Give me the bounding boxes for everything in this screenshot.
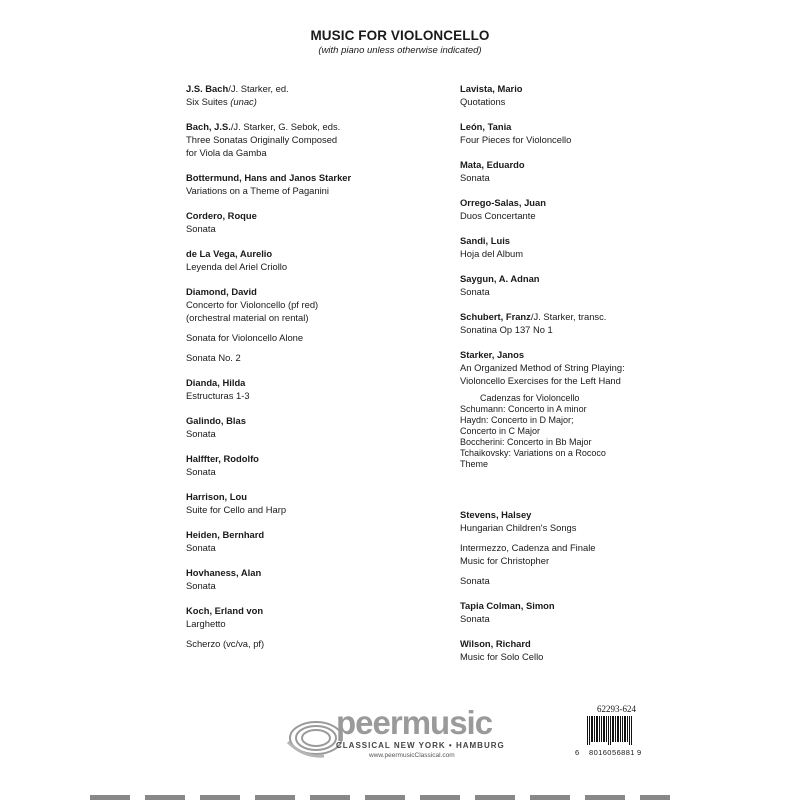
cadenza-item: Theme bbox=[460, 459, 489, 469]
catalog-entry bbox=[186, 604, 436, 650]
catalog-entry bbox=[186, 376, 436, 402]
composer-label: J.S. Bach bbox=[186, 83, 229, 94]
cadenza-item: Boccherini: Concerto in Bb Major bbox=[460, 437, 592, 447]
composer-name: Galindo, Blas bbox=[186, 415, 246, 426]
composer-name: Harrison, Lou bbox=[186, 491, 247, 502]
catalog-entry bbox=[460, 599, 720, 625]
work-title: Sonata bbox=[460, 613, 490, 624]
work-title: Hoja del Album bbox=[460, 248, 524, 259]
logo-subline: CLASSICAL NEW YORK • HAMBURG bbox=[336, 741, 505, 750]
barcode-digit-first: 6 bbox=[575, 748, 580, 757]
work-title: Music for Christopher bbox=[460, 555, 550, 566]
composer-name: Mata, Eduardo bbox=[460, 159, 525, 170]
work-title: (orchestral material on rental) bbox=[186, 312, 309, 323]
catalog-entry bbox=[460, 348, 720, 470]
composer-name: Koch, Erland von bbox=[186, 605, 264, 616]
work-title: Leyenda del Ariel Criollo bbox=[186, 261, 288, 272]
peermusic-disc-logo-icon bbox=[284, 714, 342, 766]
peermusic-logo: peermusic bbox=[336, 704, 493, 741]
catalog-entry bbox=[186, 285, 436, 364]
publisher-url: www.peermusicClassical.com bbox=[369, 752, 455, 759]
catalog-entry bbox=[186, 490, 436, 516]
catalog-entry bbox=[186, 171, 436, 197]
page-subtitle: (with piano unless otherwise indicated) bbox=[318, 45, 482, 56]
work-title: Sonata bbox=[460, 286, 490, 297]
catalog-entry bbox=[460, 158, 720, 184]
catalog-entry bbox=[460, 310, 720, 336]
composer-name bbox=[186, 120, 436, 133]
editor-label: /J. Starker, G. Sebok, eds. bbox=[230, 121, 341, 132]
cadenza-item: Tchaikovsky: Variations on a Rococo bbox=[460, 448, 606, 458]
catalog-entry bbox=[186, 247, 436, 273]
composer-name: Saygun, A. Adnan bbox=[460, 273, 540, 284]
work-title: Estructuras 1-3 bbox=[186, 390, 250, 401]
barcode-icon bbox=[587, 716, 633, 745]
composer-label: Bach, J.S. bbox=[186, 121, 231, 132]
composer-name: Tapia Colman, Simon bbox=[460, 600, 555, 611]
work-title: Four Pieces for Violoncello bbox=[460, 134, 572, 145]
work-title: Sonatina Op 137 No 1 bbox=[460, 324, 553, 335]
work-label: Six Suites bbox=[186, 96, 231, 107]
work-title: Variations on a Theme of Paganini bbox=[186, 185, 329, 196]
composer-name: Stevens, Halsey bbox=[460, 509, 532, 520]
composer-name bbox=[460, 310, 720, 323]
catalog-entry bbox=[186, 82, 436, 108]
catalog-entry bbox=[460, 196, 720, 222]
catalog-entry bbox=[186, 414, 436, 440]
catalog-entry bbox=[460, 120, 720, 146]
catalog-entry bbox=[460, 508, 720, 587]
composer-name: León, Tania bbox=[460, 121, 512, 132]
work-note: (unac) bbox=[230, 96, 257, 107]
catalog-entry bbox=[186, 452, 436, 478]
catalog-entry bbox=[460, 234, 720, 260]
editor-label: /J. Starker, transc. bbox=[530, 311, 607, 322]
work-title: for Viola da Gamba bbox=[186, 147, 267, 158]
catalog-entry bbox=[460, 272, 720, 298]
work-title: An Organized Method of String Playing: bbox=[460, 362, 625, 373]
work-title: Music for Solo Cello bbox=[460, 651, 544, 662]
work-title: Larghetto bbox=[186, 618, 226, 629]
composer-name bbox=[186, 82, 436, 95]
left-column bbox=[186, 82, 436, 662]
work-title bbox=[186, 95, 436, 108]
work-title: Violoncello Exercises for the Left Hand bbox=[460, 375, 621, 386]
work-title: Three Sonatas Originally Composed bbox=[186, 134, 338, 145]
composer-name: Hovhaness, Alan bbox=[186, 567, 262, 578]
work-title: Sonata bbox=[186, 428, 216, 439]
composer-name: Starker, Janos bbox=[460, 349, 525, 360]
catalog-entry bbox=[186, 120, 436, 159]
composer-name: de La Vega, Aurelio bbox=[186, 248, 273, 259]
work-title: Duos Concertante bbox=[460, 210, 536, 221]
catalog-entry bbox=[186, 566, 436, 592]
cadenza-item: Haydn: Concerto in D Major; bbox=[460, 415, 574, 425]
composer-name: Lavista, Mario bbox=[460, 83, 523, 94]
composer-name: Heiden, Bernhard bbox=[186, 529, 265, 540]
barcode-digit-group: 80160 bbox=[589, 748, 612, 757]
catalog-entry bbox=[186, 528, 436, 554]
composer-name: Bottermund, Hans and Janos Starker bbox=[186, 172, 352, 183]
catalog-entry bbox=[460, 82, 720, 108]
composer-name: Wilson, Richard bbox=[460, 638, 531, 649]
work-title: Sonata bbox=[460, 172, 490, 183]
barcode-digit-last: 9 bbox=[637, 748, 642, 757]
composer-name: Halffter, Rodolfo bbox=[186, 453, 259, 464]
work-title: Sonata No. 2 bbox=[186, 352, 241, 363]
work-title: Sonata bbox=[186, 580, 216, 591]
work-title: Suite for Cello and Harp bbox=[186, 504, 287, 515]
catalog-entry bbox=[460, 637, 720, 663]
cadenza-heading: Cadenzas for Violoncello bbox=[480, 393, 580, 403]
work-title: Sonata for Violoncello Alone bbox=[186, 332, 304, 343]
work-title: Sonata bbox=[186, 223, 216, 234]
cadenza-list bbox=[460, 393, 720, 470]
cadenza-item: Concerto in C Major bbox=[460, 426, 541, 436]
catalog-entry bbox=[186, 209, 436, 235]
barcode-digit-group: 56881 bbox=[612, 748, 635, 757]
editor-label: /J. Starker, ed. bbox=[228, 83, 289, 94]
work-title: Sonata bbox=[186, 466, 216, 477]
cadenza-item: Schumann: Concerto in A minor bbox=[460, 404, 587, 414]
composer-name: Diamond, David bbox=[186, 286, 257, 297]
composer-name: Sandi, Luis bbox=[460, 235, 511, 246]
catalog-number: 62293-624 bbox=[597, 704, 636, 714]
right-column bbox=[460, 82, 720, 675]
work-title: Sonata bbox=[186, 542, 216, 553]
composer-name: Orrego-Salas, Juan bbox=[460, 197, 546, 208]
work-title: Quotations bbox=[460, 96, 506, 107]
work-title: Intermezzo, Cadenza and Finale bbox=[460, 542, 596, 553]
work-title: Sonata bbox=[460, 575, 490, 586]
work-title: Scherzo (vc/va, pf) bbox=[186, 638, 265, 649]
work-title: Concerto for Violoncello (pf red) bbox=[186, 299, 319, 310]
bottom-edge-strip bbox=[90, 795, 670, 800]
composer-label: Schubert, Franz bbox=[460, 311, 531, 322]
composer-name: Dianda, Hilda bbox=[186, 377, 246, 388]
page-title: MUSIC FOR VIOLONCELLO bbox=[310, 28, 490, 43]
work-title: Hungarian Children's Songs bbox=[460, 522, 577, 533]
composer-name: Cordero, Roque bbox=[186, 210, 257, 221]
